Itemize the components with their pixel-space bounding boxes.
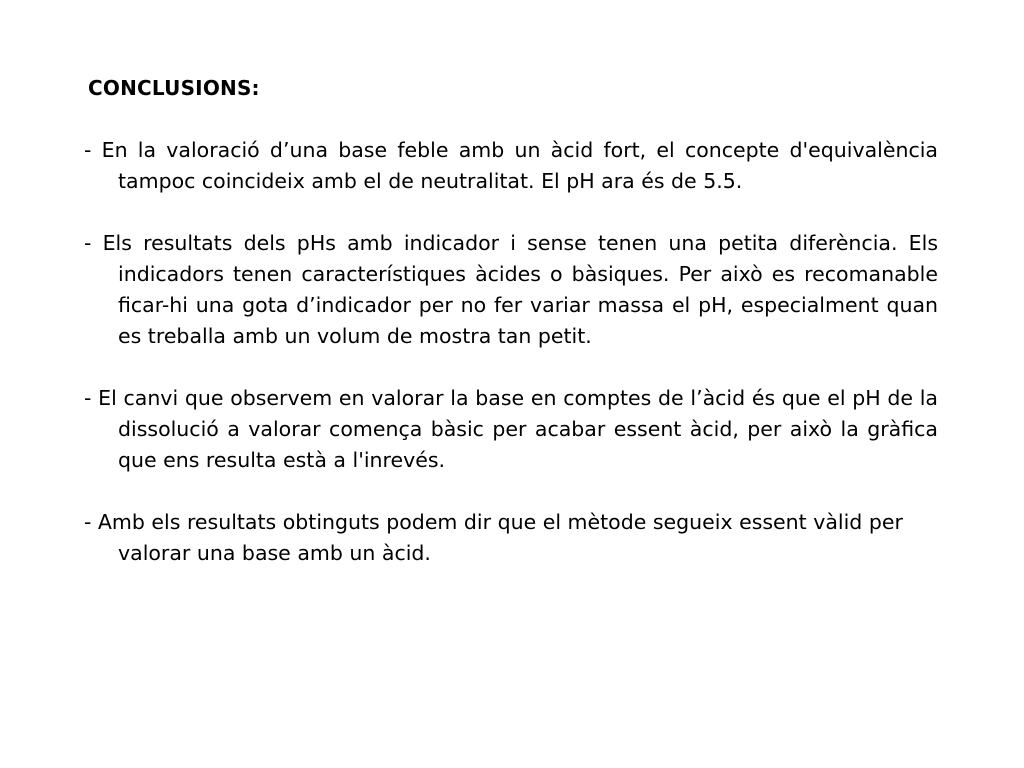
conclusion-item: - Els resultats dels pHs amb indicador i sense tenen una petita diferència. Els indicadors tenen característiques àcides o bàsiques. Per això es recomanable ficar-hi una gota d’indicador per no fer variar massa el pH, especialment quan es treballa amb un volum de mostra tan petit. bbox=[84, 231, 938, 348]
conclusion-item: - Amb els resultats obtinguts podem dir que el mètode segueix essent vàlid per valorar una base amb un àcid. bbox=[84, 510, 903, 565]
conclusion-item: - En la valoració d’una base feble amb un àcid fort, el concepte d'equivalència tampoc coincideix amb el de neutralitat. El pH ara és de 5.5. bbox=[84, 138, 938, 193]
conclusions-list bbox=[84, 135, 938, 600]
conclusion-item: - El canvi que observem en valorar la base en comptes de l’àcid és que el pH de la dissolució a valorar comença bàsic per acabar essent àcid, per això la gràfica que ens resulta està a l'inrevés. bbox=[84, 386, 938, 472]
slide-title: CONCLUSIONS: bbox=[88, 76, 260, 100]
